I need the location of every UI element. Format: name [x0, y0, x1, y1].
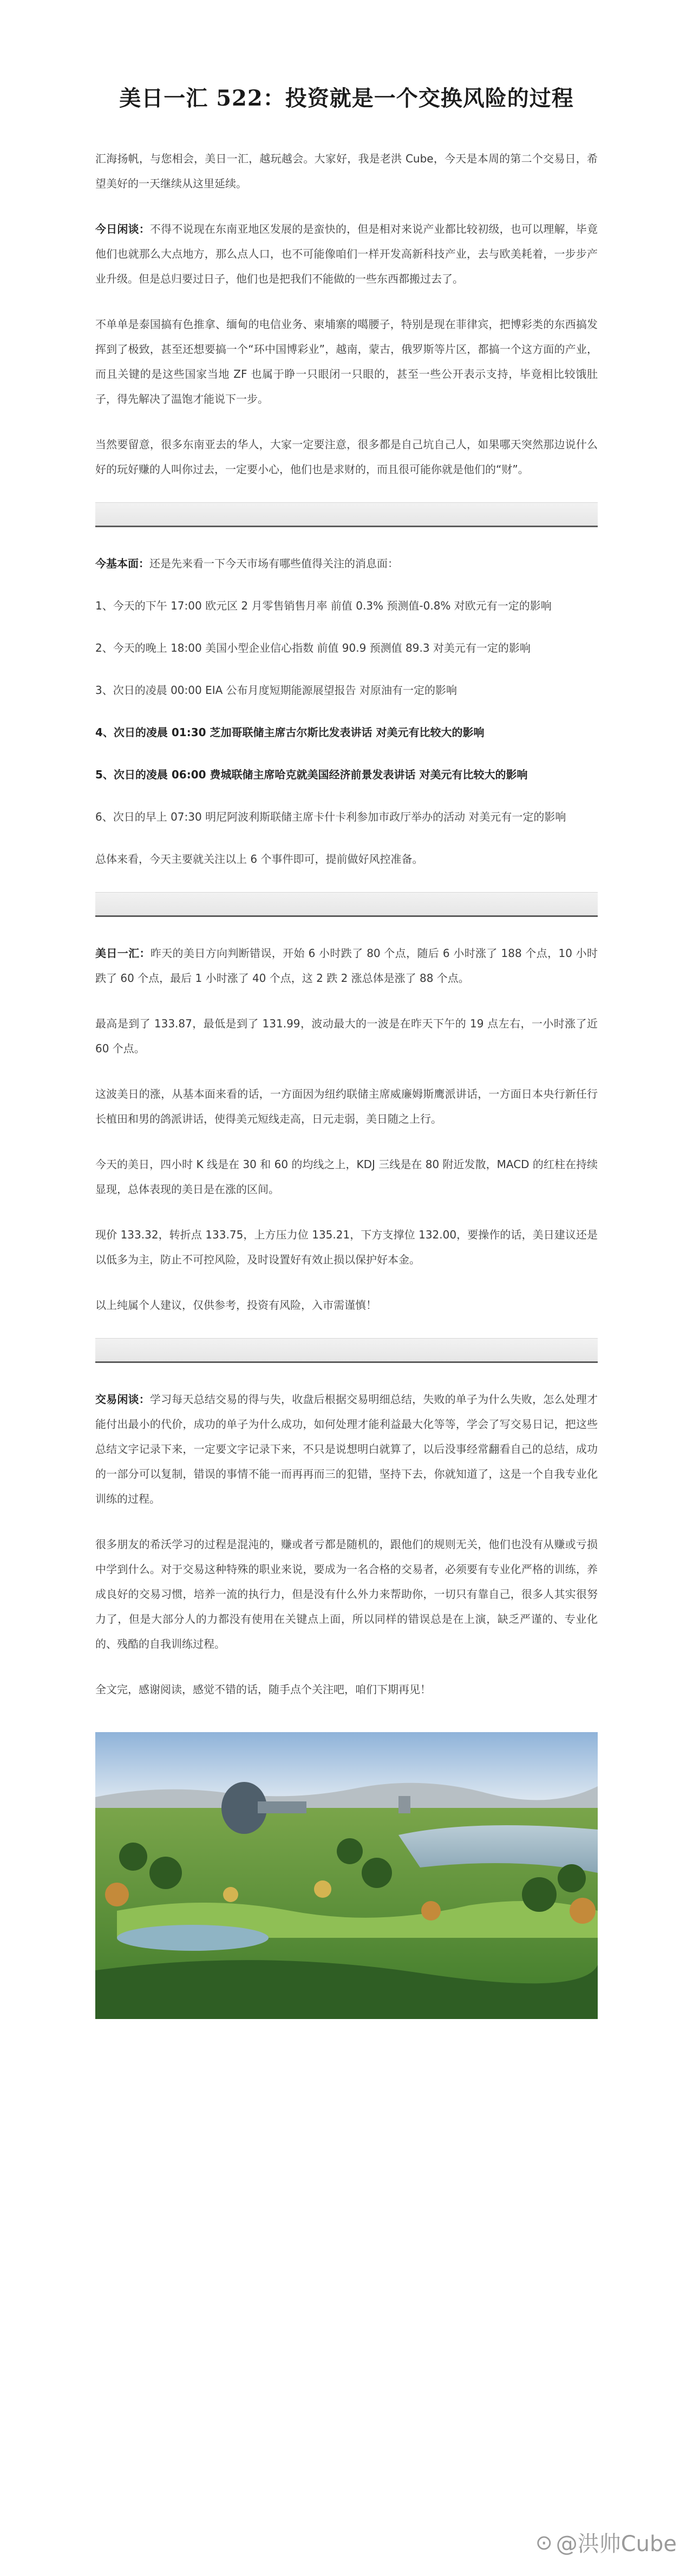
reading-paragraph-1: [95, 217, 598, 291]
trading-label: 交易闲谈：: [95, 1393, 150, 1406]
event-item-1: 1、今天的下午 17:00 欧元区 2 月零售销售月率 前值 0.3% 预测值-0.8% 对欧元有一定的影响: [95, 599, 552, 612]
event-item-4: 4、次日的凌晨 01:30 芝加哥联储主席古尔斯比发表讲话 对美元有比较大的影响: [95, 726, 485, 739]
fundamentals-intro: [95, 551, 598, 576]
reading-paragraph-3: 当然要留意，很多东南亚去的华人，大家一定要注意，很多都是自己坑自己人，如果哪天突然那边说什么好的玩好赚的人叫你过去，一定要小心，他们也是求财的，而且很可能你就是他们的“财”。: [95, 438, 598, 476]
weibo-logo-icon: ⊙: [535, 2530, 553, 2554]
usdjpy-paragraph-4: 今天的美日，四小时 K 线是在 30 和 60 的均线之上，KDJ 三线是在 80 附近发散，MACD 的红柱在持续显现，总体表现的美日是在涨的区间。: [95, 1158, 598, 1196]
usdjpy-paragraph-5: 现价 133.32，转折点 133.75，上方压力位 135.21，下方支撑位 132.00，要操作的话，美日建议还是以低多为主，防止不可控风险，及时设置好有效止损以保护好本金。: [95, 1228, 598, 1266]
reading-text-1: 不得不说现在东南亚地区发展的是蛮快的，但是相对来说产业都比较初级，也可以理解，毕竟他们也就那么大点地方，那么点人口，也不可能像咱们一样开发高新科技产业，去与欧美耗着，一步步产业升级。但是总归要过日子，他们也是把我们不能做的一些东西都搬过去了。: [95, 222, 598, 285]
reading-label: 今日闲谈：: [95, 222, 150, 235]
fundamentals-label: 今基本面：: [95, 557, 149, 570]
watermark: [535, 2527, 677, 2558]
fundamentals-summary: 总体来看，今天主要就关注以上 6 个事件即可，提前做好风控准备。: [95, 853, 423, 866]
usdjpy-text-1: 昨天的美日方向判断错误，开始 6 小时跌了 80 个点，随后 6 小时涨了 188 个点，10 小时跌了 60 个点，最后 1 小时涨了 40 个点，这 2 跌 2 涨总体是涨了 88 个点。: [95, 947, 598, 985]
section-divider-3: [95, 1338, 598, 1363]
section-divider-1: [95, 502, 598, 527]
reading-paragraph-2: 不单单是泰国搞有色推拿、缅甸的电信业务、柬埔寨的噶腰子，特别是现在菲律宾，把博彩类的东西搞发挥到了极致，甚至还想要搞一个“环中国博彩业”，越南，蒙古，俄罗斯等片区，都搞一个这方面的产业，而且关键的是这些国家当地 ZF 也属于睁一只眼闭一只眼的，甚至一些公开表示支持，毕竟相比较饿肚子，得先解决了温饱才能说下一步。: [95, 318, 598, 405]
usdjpy-paragraph-1: [95, 941, 598, 991]
watermark-text: @洪帅Cube: [555, 2532, 677, 2557]
trading-paragraph-1: [95, 1387, 598, 1511]
closing-paragraph: 全文完，感谢阅读，感觉不错的话，随手点个关注吧，咱们下期再见！: [95, 1683, 431, 1696]
article-body: [95, 146, 598, 2019]
usdjpy-disclaimer: 以上纯属个人建议，仅供参考，投资有风险，入市需谨慎！: [95, 1299, 377, 1312]
golf-course-photo: [95, 1732, 598, 2019]
event-item-5: 5、次日的凌晨 06:00 费城联储主席哈克就美国经济前景发表讲话 对美元有比较大的影响: [95, 768, 528, 781]
trading-text-1: 学习每天总结交易的得与失，收盘后根据交易明细总结，失败的单子为什么失败，怎么处理才能付出最小的代价，成功的单子为什么成功，如何处理才能利益最大化等等，学会了写交易日记，把这些总结文字记录下来，一定要文字记录下来，不只是说想明白就算了，以后没事经常翻看自己的总结，成功的一部分可以复制，错误的事情不能一而再再而三的犯错，坚持下去，你就知道了，这是一个自我专业化训练的过程。: [95, 1393, 598, 1505]
fundamentals-intro-text: 还是先来看一下今天市场有哪些值得关注的消息面：: [149, 557, 398, 570]
event-item-2: 2、今天的晚上 18:00 美国小型企业信心指数 前值 90.9 预测值 89.3 对美元有一定的影响: [95, 641, 531, 654]
event-item-6: 6、次日的早上 07:30 明尼阿波利斯联储主席卡什卡利参加市政厅举办的活动 对美元有一定的影响: [95, 810, 566, 823]
intro-paragraph: 汇海扬帆，与您相会，美日一汇，越玩越会。大家好，我是老洪 Cube，今天是本周的第二个交易日，希望美好的一天继续从这里延续。: [95, 152, 598, 190]
usdjpy-label: 美日一汇：: [95, 947, 151, 960]
section-divider-2: [95, 892, 598, 917]
usdjpy-paragraph-2: 最高是到了 133.87，最低是到了 131.99，波动最大的一波是在昨天下午的 19 点左右，一小时涨了近 60 个点。: [95, 1017, 598, 1055]
usdjpy-paragraph-3: 这波美日的涨，从基本面来看的话，一方面因为纽约联储主席威廉姆斯鹰派讲话，一方面日本央行新任行长植田和男的鸽派讲话，使得美元短线走高，日元走弱，美日随之上行。: [95, 1087, 598, 1125]
article-title: 美日一汇 522：投资就是一个交换风险的过程: [119, 86, 574, 111]
trading-paragraph-2: 很多朋友的希沃学习的过程是混沌的，赚或者亏都是随机的，跟他们的规则无关，他们也没有从赚或亏损中学到什么。对于交易这种特殊的职业来说，要成为一名合格的交易者，必须要有专业化严格的训练，养成良好的交易习惯，培养一流的执行力，但是没有什么外力来帮助你，一切只有靠自己，很多人其实很努力了，但是大部分人的力都没有使用在关键点上面，所以同样的错误总是在上演，缺乏严谨的、专业化的、残酷的自我训练过程。: [95, 1538, 598, 1650]
event-item-3: 3、次日的凌晨 00:00 EIA 公布月度短期能源展望报告 对原油有一定的影响: [95, 684, 457, 697]
